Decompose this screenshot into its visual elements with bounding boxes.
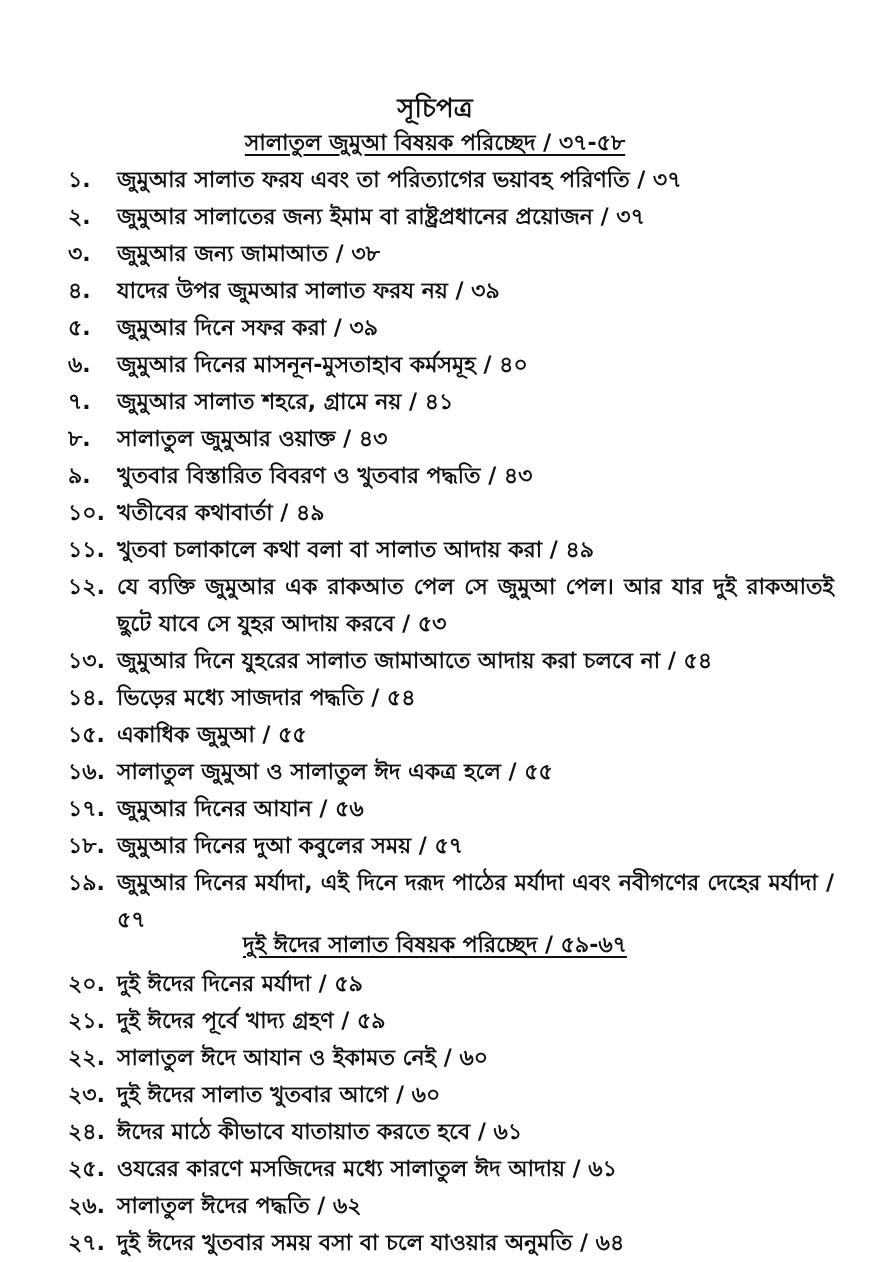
toc-entry <box>0 1114 870 1151</box>
entry-text: দুই ঈদের খুতবার সময় বসা বা চলে যাওয়ার অনুমতি / ৬৪ <box>117 1231 625 1256</box>
toc-entry <box>0 310 870 347</box>
section-heading-jumuah <box>0 126 870 163</box>
entry-number: ৩. <box>68 242 91 267</box>
entry-number: ১৪. <box>68 686 105 711</box>
entry-number: ২৪. <box>68 1120 105 1145</box>
entry-text: জুমুআর দিনের মর্যাদা, এই দিনে দরূদ পাঠের মর্যাদা এবং নবীগণের দেহের মর্যাদা / ৫৭ <box>117 871 834 933</box>
entry-number: ৭. <box>68 390 91 415</box>
toc-entry <box>0 1077 870 1114</box>
entry-text: একাধিক জুমুআ / ৫৫ <box>117 723 307 748</box>
entry-text: জুমুআর জন্য জামাআত / ৩৮ <box>117 242 380 267</box>
entry-number: ১০. <box>68 501 105 526</box>
toc-entry <box>0 199 870 236</box>
toc-entry <box>0 458 870 495</box>
toc-entry <box>0 1151 870 1188</box>
section-heading-text: দুই ঈদের সালাত বিষয়ক পরিচ্ছেদ / ৫৯-৬৭ <box>243 933 627 958</box>
entry-text: সালাতুল ঈদের পদ্ধতি / ৬২ <box>117 1194 362 1219</box>
section-heading-eid <box>0 928 870 965</box>
entry-number: ৪. <box>68 279 91 304</box>
toc-list-eid <box>0 966 870 1262</box>
section-heading-text: সালাতুল জুমুআ বিষয়ক পরিচ্ছেদ / ৩৭-৫৮ <box>244 131 626 156</box>
entry-text: সালাতুল জুমুআর ওয়াক্ত / ৪৩ <box>117 427 388 452</box>
entry-text: জুমুআর সালাত ফরয এবং তা পরিত্যাগের ভয়াবহ পরিণতি / ৩৭ <box>117 168 682 193</box>
entry-text: জুমুআর দিনের আযান / ৫৬ <box>117 797 364 822</box>
entry-number: ৫. <box>68 316 91 341</box>
toc-entry <box>0 828 870 865</box>
toc-entry <box>0 717 870 754</box>
toc-entry <box>0 791 870 828</box>
entry-number: ১৯. <box>68 871 105 896</box>
toc-entry <box>0 384 870 421</box>
entry-number: ১২. <box>68 575 105 600</box>
toc-entry <box>0 1188 870 1225</box>
toc-entry <box>0 236 870 273</box>
toc-list-jumuah <box>0 162 870 939</box>
entry-number: ৬. <box>68 353 91 378</box>
toc-entry <box>0 273 870 310</box>
toc-entry <box>0 643 870 680</box>
toc-entry <box>0 347 870 384</box>
toc-entry <box>0 495 870 532</box>
entry-number: ২৭. <box>68 1231 105 1256</box>
entry-text: দুই ঈদের সালাত খুতবার আগে / ৬০ <box>117 1083 441 1108</box>
entry-text: দুই ঈদের দিনের মর্যাদা / ৫৯ <box>117 972 363 997</box>
toc-entry <box>0 1040 870 1077</box>
entry-text: জুমুআর দিনের মাসনূন-মুসতাহাব কর্মসমূহ / ৪০ <box>117 353 528 378</box>
entry-text: সালাতুল ঈদে আযান ও ইকামত নেই / ৬০ <box>117 1046 489 1071</box>
entry-text: ঈদের মাঠে কীভাবে যাতায়াত করতে হবে / ৬১ <box>117 1120 523 1145</box>
entry-text: জুমুআর দিনে সফর করা / ৩৯ <box>117 316 378 341</box>
entry-number: ২১. <box>68 1009 105 1034</box>
entry-number: ১. <box>68 168 91 193</box>
entry-text: ওযরের কারণে মসজিদের মধ্যে সালাতুল ঈদ আদায় / ৬১ <box>117 1157 617 1182</box>
toc-entry <box>0 1225 870 1262</box>
entry-number: ২২. <box>68 1046 105 1071</box>
entry-text: খুতবা চলাকালে কথা বলা বা সালাত আদায় করা / ৪৯ <box>117 538 595 563</box>
entry-number: ২৫. <box>68 1157 105 1182</box>
toc-entry <box>0 532 870 569</box>
entry-number: ২. <box>68 205 91 230</box>
entry-text: জুমুআর দিনে যুহরের সালাত জামাআতে আদায় করা চলবে না / ৫৪ <box>117 649 713 674</box>
entry-number: ১১. <box>68 538 105 563</box>
entry-text: জুমুআর সালাতের জন্য ইমাম বা রাষ্ট্রপ্রধানের প্রয়োজন / ৩৭ <box>117 205 645 230</box>
entry-number: ৮. <box>68 427 91 452</box>
entry-text: ভিড়ের মধ্যে সাজদার পদ্ধতি / ৫৪ <box>117 686 416 711</box>
entry-number: ২০. <box>68 972 105 997</box>
entry-number: ১৬. <box>68 760 105 785</box>
entry-text: খতীবের কথাবার্তা / ৪৯ <box>117 501 325 526</box>
entry-number: ১৭. <box>68 797 105 822</box>
entry-text: জুমুআর দিনের দুআ কবুলের সময় / ৫৭ <box>117 834 464 859</box>
page-title: সূচিপত্র <box>397 94 473 124</box>
toc-entry <box>0 421 870 458</box>
entry-number: ২৩. <box>68 1083 105 1108</box>
toc-entry <box>0 966 870 1003</box>
toc-entry <box>0 569 870 643</box>
entry-text: যে ব্যক্তি জুমুআর এক রাকআত পেল সে জুমুআ পেল। আর যার দুই রাকআতই ছুটে যাবে সে যুহর আদায় করবে / ৫৩ <box>117 575 834 637</box>
entry-text: খুতবার বিস্তারিত বিবরণ ও খুতবার পদ্ধতি / ৪৩ <box>117 464 533 489</box>
entry-number: ২৬. <box>68 1194 105 1219</box>
toc-entry <box>0 680 870 717</box>
entry-number: ৯. <box>68 464 91 489</box>
entry-number: ১৮. <box>68 834 105 859</box>
entry-text: দুই ঈদের পূর্বে খাদ্য গ্রহণ / ৫৯ <box>117 1009 386 1034</box>
entry-text: সালাতুল জুমুআ ও সালাতুল ঈদ একত্র হলে / ৫৫ <box>117 760 553 785</box>
entry-number: ১৩. <box>68 649 105 674</box>
entry-number: ১৫. <box>68 723 105 748</box>
entry-text: জুমুআর সালাত শহরে, গ্রামে নয় / ৪১ <box>117 390 454 415</box>
toc-entry <box>0 754 870 791</box>
toc-entry <box>0 162 870 199</box>
entry-text: যাদের উপর জুমআর সালাত ফরয নয় / ৩৯ <box>117 279 500 304</box>
toc-entry <box>0 1003 870 1040</box>
